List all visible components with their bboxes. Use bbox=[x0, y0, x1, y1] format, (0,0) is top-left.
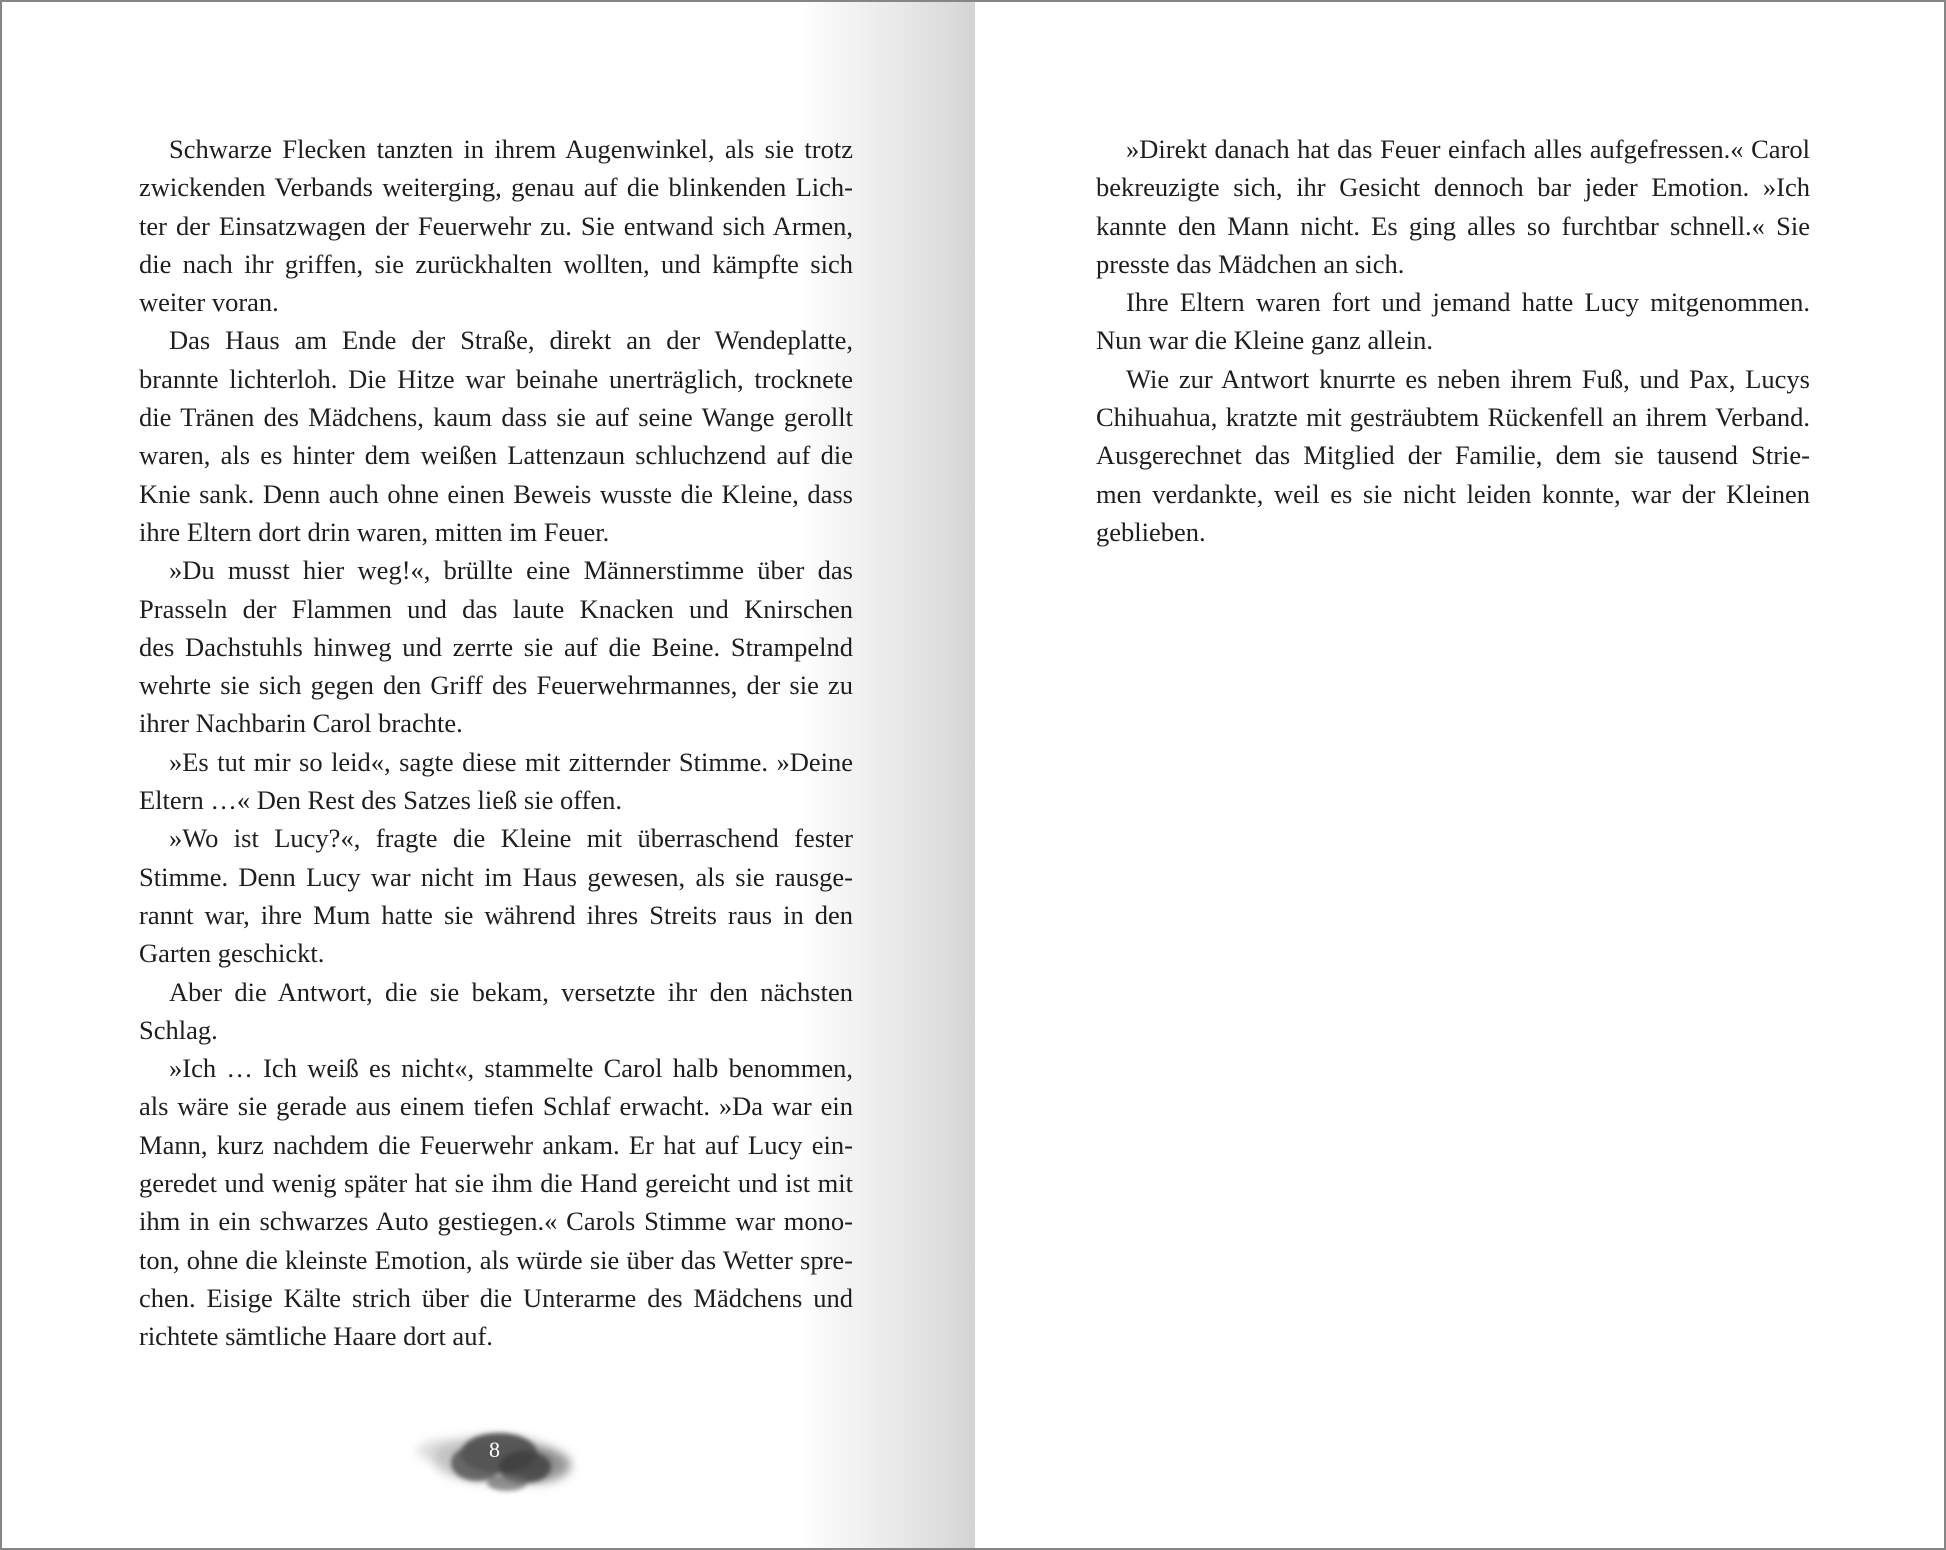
text-line: ihrer Nachbarin Carol brachte. bbox=[139, 708, 463, 739]
text-line: »Direkt danach hat das Feuer einfach alles aufgefressen.« Carol bbox=[1126, 134, 1810, 164]
text-line: brannte lichterloh. Die Hitze war beinahe unerträglich, trocknete bbox=[139, 363, 853, 394]
text-line: rannt war, ihre Mum hatte sie während ihres Streits raus in den bbox=[139, 899, 853, 930]
paragraph bbox=[139, 1049, 853, 1355]
text-line: als wäre sie gerade aus einem tiefen Schlaf erwacht. »Da war ein bbox=[139, 1091, 853, 1122]
text-line: Eltern …« Den Rest des Satzes ließ sie offen. bbox=[139, 785, 623, 816]
text-line: Wie zur Antwort knurrte es neben ihrem Fuß, und Pax, Lucys bbox=[1126, 363, 1810, 394]
right-page-text bbox=[1096, 130, 1810, 551]
paragraph bbox=[139, 973, 853, 1050]
text-line: presste das Mädchen an sich. bbox=[1096, 248, 1405, 279]
text-line: ter der Einsatzwagen der Feuerwehr zu. Sie entwand sich Armen, bbox=[139, 210, 853, 241]
left-page-text bbox=[139, 130, 853, 1356]
text-line: die Tränen des Mädchens, kaum dass sie auf seine Wange gerollt bbox=[139, 402, 853, 433]
text-line: »Du musst hier weg!«, brüllte eine Männerstimme über das bbox=[169, 555, 853, 586]
text-line: Ausgerechnet das Mitglied der Familie, dem sie tausend Strie- bbox=[1096, 440, 1810, 471]
text-line: ton, ohne die kleinste Emotion, als würde sie über das Wetter spre- bbox=[139, 1244, 853, 1275]
paragraph bbox=[139, 551, 853, 742]
text-line: Nun war die Kleine ganz allein. bbox=[1096, 325, 1434, 356]
paragraph bbox=[1096, 360, 1810, 551]
text-line: geblieben. bbox=[1096, 516, 1206, 547]
text-line: Stimme. Denn Lucy war nicht im Haus gewesen, als sie rausge- bbox=[139, 861, 853, 892]
text-line: »Es tut mir so leid«, sagte diese mit zitternder Stimme. »Deine bbox=[169, 746, 853, 777]
text-line: weiter voran. bbox=[139, 287, 279, 318]
text-line: des Dachstuhls hinweg und zerrte sie auf die Beine. Strampelnd bbox=[139, 631, 853, 662]
text-line: waren, als es hinter dem weißen Lattenzaun schluchzend auf die bbox=[139, 440, 853, 471]
text-line: Garten geschickt. bbox=[139, 938, 325, 969]
paragraph bbox=[139, 819, 853, 972]
paragraph bbox=[1096, 283, 1810, 360]
text-line: richtete sämtliche Haare dort auf. bbox=[139, 1321, 493, 1352]
paragraph bbox=[139, 130, 853, 321]
page-number: 8 bbox=[489, 1437, 500, 1462]
text-line: men verdankte, weil es sie nicht leiden konnte, war der Kleinen bbox=[1096, 478, 1810, 509]
text-line: ihre Eltern dort drin waren, mitten im Feuer. bbox=[139, 516, 610, 547]
text-line: Aber die Antwort, die sie bekam, versetzte ihr den nächsten bbox=[169, 976, 853, 1007]
text-line: wehrte sie sich gegen den Griff des Feuerwehrmannes, der sie zu bbox=[139, 670, 853, 701]
text-line: Prasseln der Flammen und das laute Knacken und Knirschen bbox=[139, 593, 853, 624]
paragraph bbox=[139, 743, 853, 820]
paragraph bbox=[139, 321, 853, 551]
text-line: Ihre Eltern waren fort und jemand hatte Lucy mitgenommen. bbox=[1126, 287, 1810, 318]
paragraph bbox=[1096, 130, 1810, 283]
text-line: Schwarze Flecken tanzten in ihrem Augenwinkel, als sie trotz bbox=[169, 134, 853, 164]
text-line: zwickenden Verbands weiterging, genau auf die blinkenden Lich- bbox=[139, 172, 853, 203]
text-line: ihm in ein schwarzes Auto gestiegen.« Carols Stimme war mono- bbox=[139, 1206, 853, 1237]
text-line: Knie sank. Denn auch ohne einen Beweis wusste die Kleine, dass bbox=[139, 478, 853, 509]
text-line: Das Haus am Ende der Straße, direkt an der Wendeplatte, bbox=[169, 325, 853, 356]
text-line: geredet und wenig später hat sie ihm die Hand gereicht und ist mit bbox=[139, 1168, 853, 1199]
text-line: Chihuahua, kratzte mit gesträubtem Rückenfell an ihrem Verband. bbox=[1096, 402, 1810, 433]
text-line: Schlag. bbox=[139, 1014, 218, 1045]
text-line: die nach ihr griffen, sie zurückhalten wollten, und kämpfte sich bbox=[139, 248, 853, 279]
text-line: chen. Eisige Kälte strich über die Unterarme des Mädchens und bbox=[139, 1282, 853, 1313]
page-number-ornament bbox=[407, 1407, 582, 1502]
text-line: kannte den Mann nicht. Es ging alles so furchtbar schnell.« Sie bbox=[1096, 210, 1810, 241]
text-line: Mann, kurz nachdem die Feuerwehr ankam. Er hat auf Lucy ein- bbox=[139, 1129, 853, 1160]
text-line: bekreuzigte sich, ihr Gesicht dennoch bar jeder Emotion. »Ich bbox=[1096, 172, 1810, 203]
text-line: »Ich … Ich weiß es nicht«, stammelte Carol halb benommen, bbox=[169, 1053, 853, 1084]
text-line: »Wo ist Lucy?«, fragte die Kleine mit überraschend fester bbox=[169, 823, 853, 854]
